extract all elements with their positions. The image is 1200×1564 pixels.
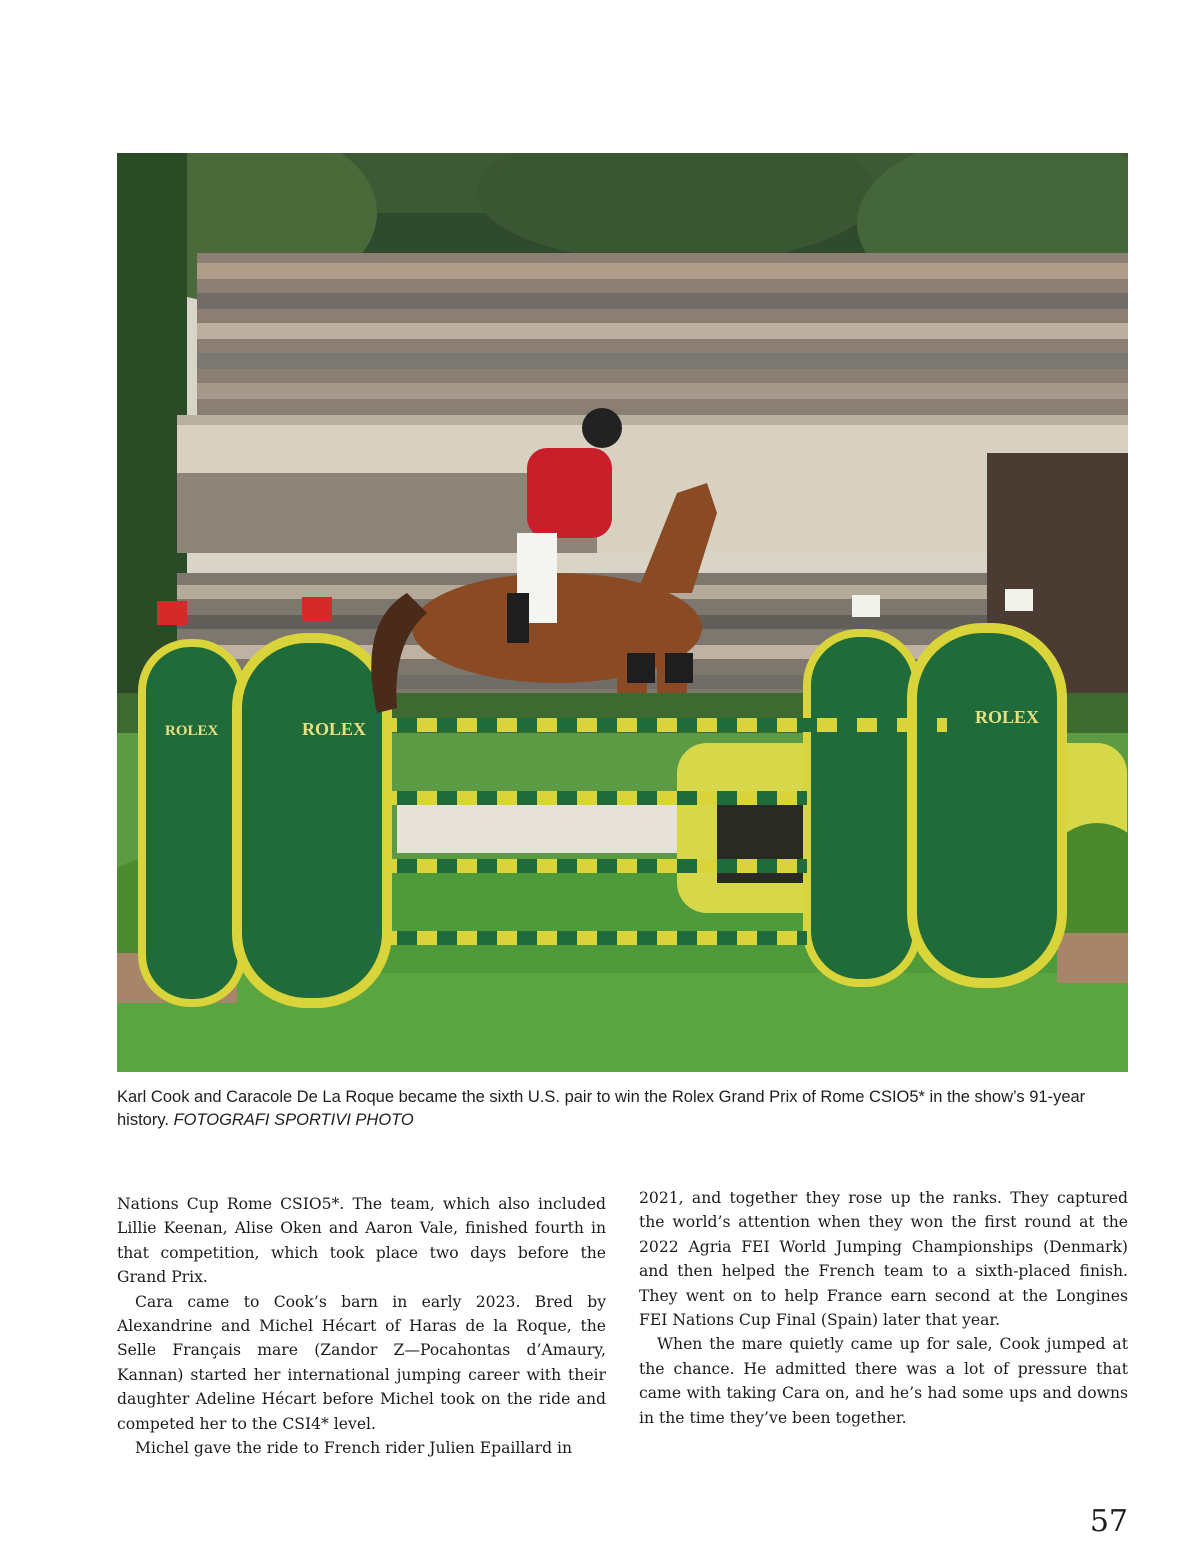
- svg-text:ROLEX: ROLEX: [165, 723, 219, 739]
- article-column-left: [117, 1192, 606, 1460]
- photo-caption: [117, 1086, 1128, 1132]
- paragraph: 2021, and together they rose up the ranks. They captured the world’s attention when they won the first round at the 2022 Agria FEI World Jumping Championships (Denmark) and then helped the French team to a sixth-placed finish. They went on to help France earn second at the Longines FEI Nations Cup Final (Spain) later that year.: [639, 1189, 1128, 1330]
- jumping-photo: [117, 153, 1128, 1072]
- paragraph: Michel gave the ride to French rider Julien Epaillard in: [135, 1439, 573, 1458]
- rolex-board-text: ROLEX: [302, 719, 367, 739]
- svg-text:ROLEX: ROLEX: [975, 707, 1040, 727]
- paragraph: Cara came to Cook’s barn in early 2023. Bred by Alexandrine and Michel Hécart of Haras de la Roque, the Selle Français mare (Zandor Z—Pocahontas d’Amaury, Kannan) started her international jumping career with their daughter Adeline Hécart before Michel took on the ride and competed her to the CSI4* level.: [117, 1292, 606, 1433]
- paragraph: Nations Cup Rome CSIO5*. The team, which also included Lillie Keenan, Alise Oken and Aaron Vale, finished fourth in that competition, which took place two days before the Grand Prix.: [117, 1195, 606, 1287]
- caption-text: Karl Cook and Caracole De La Roque became the sixth U.S. pair to win the Rolex Grand Prix of Rome CSIO5* in the show’s 91-year history.: [117, 1088, 1086, 1129]
- photo-credit: FOTOGRAFI SPORTIVI PHOTO: [173, 1111, 414, 1129]
- page-number: 57: [1089, 1504, 1128, 1539]
- paragraph: When the mare quietly came up for sale, Cook jumped at the chance. He admitted there was a lot of pressure that came with taking Cara on, and he’s had some ups and downs in the time they’ve been together.: [639, 1335, 1128, 1427]
- article-column-right: [639, 1186, 1128, 1430]
